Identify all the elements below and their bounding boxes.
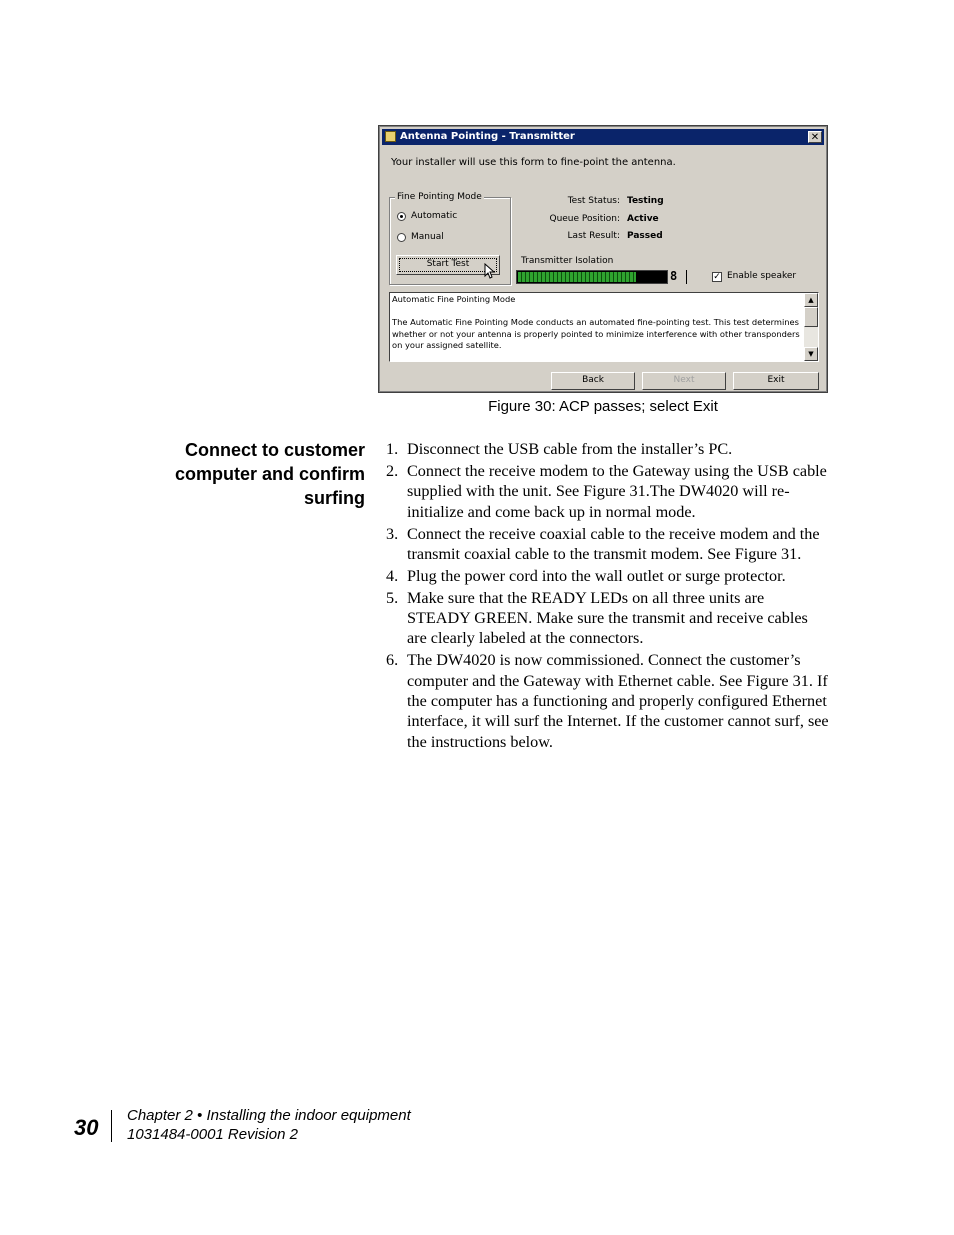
description-spacer (392, 306, 800, 318)
step-text: The DW4020 is now commissioned. Connect the customer’s computer and the Gateway with Ethernet cable. See Figure 31. If the computer has a functioning and properly configured Ethernet interface, it will surf the Internet. If the customer cannot surf, see the instructions below. (407, 651, 829, 751)
dialog-titlebar (382, 129, 824, 145)
footer-chapter: Chapter 2 • Installing the indoor equipment (127, 1107, 411, 1124)
enable-speaker-label: Enable speaker (727, 271, 797, 281)
step-number: 4. (386, 566, 399, 585)
description-body: The Automatic Fine Pointing Mode conducts an automated fine-pointing test. This test determines whether or not your antenna is properly pointed to minimize interference with other transponders on your assigned satellite. (392, 317, 800, 350)
description-textarea[interactable] (389, 292, 819, 362)
step-number: 1. (386, 440, 399, 458)
step-item (386, 439, 831, 459)
description-text (392, 294, 800, 352)
step-number: 2. (386, 461, 399, 480)
page-number: 30 (74, 1115, 99, 1140)
footer-divider (111, 1110, 112, 1142)
dialog-title: Antenna Pointing - Transmitter (400, 131, 575, 142)
step-text: Disconnect the USB cable from the installer’s PC. (407, 440, 733, 458)
step-text: Connect the receive modem to the Gateway using the USB cable supplied with the unit. See Figure 31.The DW4020 will re-initialize and come back up in normal mode. (407, 461, 827, 521)
isolation-bar-fill (518, 272, 636, 282)
last-result-label: Last Result: (567, 231, 620, 241)
fine-pointing-label: Fine Pointing Mode (397, 192, 482, 202)
queue-position-label: Queue Position: (549, 214, 620, 224)
radio-automatic-label: Automatic (411, 211, 458, 221)
enable-speaker-checkbox[interactable] (712, 272, 722, 282)
steps-list (386, 439, 831, 754)
back-button[interactable]: Back (551, 372, 635, 390)
test-status-label: Test Status: (567, 196, 620, 206)
transmitter-isolation-bar (516, 270, 668, 284)
check-icon: ✓ (713, 272, 721, 282)
step-item (386, 650, 831, 751)
vertical-scrollbar[interactable] (804, 293, 818, 361)
isolation-value: 8 (670, 269, 678, 283)
footer-doc-id: 1031484-0001 Revision 2 (127, 1126, 298, 1143)
scroll-down-icon[interactable]: ▼ (804, 347, 818, 361)
scroll-up-icon[interactable]: ▲ (804, 293, 818, 307)
intro-text: Your installer will use this form to fine-point the antenna. (391, 157, 676, 168)
radio-selected-dot (400, 215, 403, 218)
step-number: 5. (386, 588, 399, 607)
antenna-pointing-dialog (379, 126, 827, 392)
queue-position-value: Active (627, 214, 659, 224)
footer-text (127, 1106, 411, 1144)
start-test-label: Start Test (399, 258, 497, 272)
transmitter-isolation-label: Transmitter Isolation (521, 256, 614, 266)
mouse-cursor-icon (484, 263, 496, 279)
radio-manual[interactable] (397, 233, 406, 242)
app-icon (385, 131, 396, 142)
test-status-value: Testing (627, 196, 664, 206)
step-item (386, 461, 831, 522)
step-text: Make sure that the READY LEDs on all three units are STEADY GREEN. Make sure the transmit and receive cables are clearly labeled at the connectors. (407, 588, 808, 648)
isolation-divider (686, 270, 687, 284)
step-text: Plug the power cord into the wall outlet or surge protector. (407, 566, 786, 585)
radio-automatic[interactable] (397, 212, 406, 221)
next-button[interactable]: Next (642, 372, 726, 390)
step-number: 3. (386, 524, 399, 543)
step-item (386, 588, 831, 649)
last-result-value: Passed (627, 231, 663, 241)
close-icon[interactable]: ✕ (808, 131, 822, 143)
radio-manual-label: Manual (411, 232, 444, 242)
section-heading: Connect to customer computer and confirm surfing (174, 440, 365, 508)
step-number: 6. (386, 651, 399, 670)
step-item (386, 566, 831, 586)
description-heading: Automatic Fine Pointing Mode (392, 294, 516, 304)
step-text: Connect the receive coaxial cable to the receive modem and the transmit coaxial cable to the transmit modem. See Figure 31. (407, 524, 820, 563)
figure-caption: Figure 30: ACP passes; select Exit (488, 398, 718, 415)
exit-button[interactable]: Exit (733, 372, 819, 390)
scroll-thumb[interactable] (804, 307, 818, 327)
step-item (386, 524, 831, 565)
